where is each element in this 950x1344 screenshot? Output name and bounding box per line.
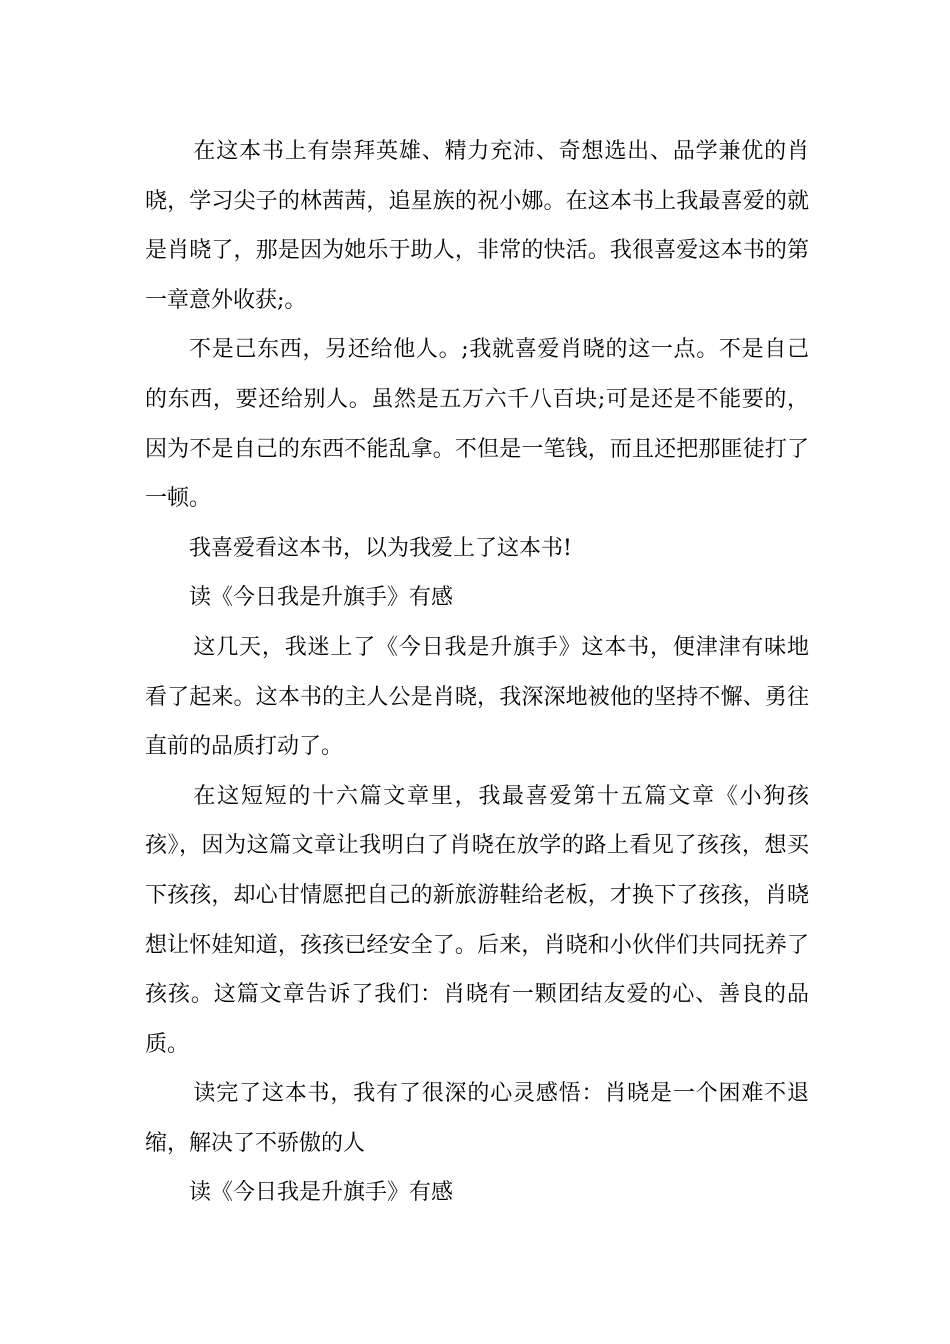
section-heading-2: 读《今日我是升旗手》有感 [189,1180,454,1206]
paragraph-4: 这几天，我迷上了《今日我是升旗手》这本书，便津津有味地看了起来。这本书的主人公是肖晓，我深深地被他的坚持不懈、勇往直前的品质打动了。 [145,634,809,760]
section-heading-1: 读《今日我是升旗手》有感 [189,585,454,611]
paragraph-1: 在这本书上有崇拜英雄、精力充沛、奇想选出、品学兼优的肖晓，学习尖子的林茜茜，追星族的祝小娜。在这本书上我最喜爱的就是肖晓了，那是因为她乐于助人，非常的快活。我很喜爱这本书的第一章意外收获;。 [145,139,809,313]
paragraph-6: 读完了这本书，我有了很深的心灵感悟：肖晓是一个困难不退缩，解决了不骄傲的人 [145,1081,809,1156]
paragraph-2: 不是己东西，另还给他人。;我就喜爱肖晓的这一点。不是自己的东西，要还给别人。虽然是五万六千八百块;可是还是不能要的，因为不是自己的东西不能乱拿。不但是一笔钱，而且还把那匪徒打了一顿。 [145,337,809,512]
paragraph-3: 我喜爱看这本书，以为我爱上了这本书! [189,535,572,561]
document-page [145,127,809,1218]
paragraph-5: 在这短短的十六篇文章里，我最喜爱第十五篇文章《小狗孩孩》，因为这篇文章让我明白了肖晓在放学的路上看见了孩孩，想买下孩孩，却心甘情愿把自己的新旅游鞋给老板，才换下了孩孩，肖晓想让怀娃知道，孩孩已经安全了。后来，肖晓和小伙伴们共同抚养了孩孩。这篇文章告诉了我们：肖晓有一颗团结友爱的心、善良的品质。 [145,783,809,1057]
